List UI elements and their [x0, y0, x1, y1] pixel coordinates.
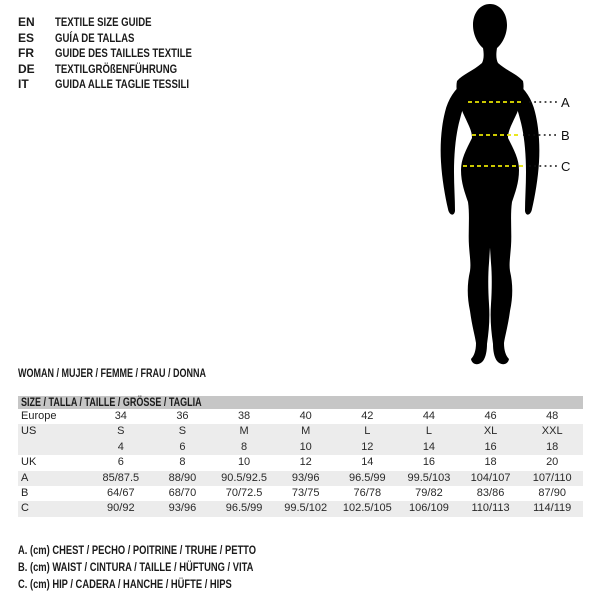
size-cell: 93/96: [168, 502, 197, 515]
language-row-fr: [18, 46, 226, 62]
section-title-text: WOMAN / MUJER / FEMME / FRAU / DONNA: [18, 366, 207, 380]
woman-silhouette-figure: [410, 0, 590, 372]
size-cell: 44: [422, 410, 436, 422]
size-table-header-text: SIZE / TALLA / TAILLE / GRÖSSE / TAGLIA: [21, 395, 202, 409]
size-cell: 106/109: [409, 502, 449, 515]
language-label: GUÍA DE TALLAS: [55, 30, 135, 45]
size-cell: 99.5/103: [407, 471, 451, 484]
language-code: DE: [18, 61, 35, 76]
size-cell: 102.5/105: [342, 502, 392, 515]
size-cell: 4: [117, 440, 124, 453]
size-cell: 36: [176, 410, 189, 422]
size-cell: 12: [361, 440, 374, 453]
measurement-legend: [18, 542, 323, 593]
size-cell: 40: [299, 410, 312, 422]
language-code: ES: [18, 30, 35, 45]
size-table-header-row: [18, 396, 583, 409]
row-label: Europe: [21, 410, 57, 422]
table-row-uk: [18, 455, 583, 470]
size-cell: M: [239, 425, 249, 438]
legend-text: C. (cm) HIP / CADERA / HANCHE / HÜFTE / HIPS: [18, 577, 232, 591]
row-label: [18, 440, 90, 455]
size-cell: 88/90: [168, 471, 197, 484]
language-code: FR: [18, 46, 34, 61]
size-table-header: [18, 396, 583, 409]
table-row-waist-b: [18, 486, 583, 501]
row-label: B: [21, 487, 29, 500]
size-cell: 70/72.5: [225, 487, 263, 500]
size-cell: 6: [179, 440, 186, 453]
size-cell: 18: [546, 440, 559, 453]
legend-text: B. (cm) WAIST / CINTURA / TAILLE / HÜFTUNG / VITA: [18, 560, 254, 574]
size-cell: 83/86: [476, 487, 505, 500]
size-cell: 114/119: [533, 502, 572, 515]
language-label: GUIDE DES TAILLES TEXTILE: [55, 46, 192, 61]
row-label: US: [21, 425, 37, 438]
size-cell: 68/70: [168, 487, 197, 500]
size-cell: 73/75: [291, 487, 320, 500]
size-cell: 79/82: [415, 487, 443, 500]
marker-letter-a: A: [561, 95, 570, 110]
silhouette-body: [456, 4, 523, 364]
table-row-chest-a: [18, 471, 583, 486]
size-cell: 42: [361, 410, 374, 422]
size-cell: 93/96: [291, 471, 320, 484]
size-cell: 8: [241, 440, 248, 453]
size-cell: 87/90: [538, 487, 566, 500]
language-code: IT: [18, 77, 29, 92]
size-cell: 12: [299, 456, 312, 469]
size-cell: 34: [114, 410, 127, 422]
size-cell: 96.5/99: [225, 502, 263, 515]
size-cell: S: [178, 425, 187, 438]
row-label: C: [21, 502, 29, 515]
size-cell: 85/87.5: [102, 471, 140, 484]
size-cell: 90.5/92.5: [221, 471, 267, 484]
size-cell: XXL: [541, 425, 563, 438]
legend-line-waist: [18, 559, 323, 576]
size-cell: 107/110: [532, 471, 572, 484]
size-table: [18, 396, 583, 517]
size-cell: 99.5/102: [284, 502, 328, 515]
size-cell: 76/78: [353, 487, 382, 500]
size-cell: M: [301, 425, 311, 438]
language-row-en: [18, 15, 226, 31]
table-row-us: [18, 424, 583, 439]
table-row-europe: [18, 409, 583, 424]
size-cell: 16: [484, 440, 497, 453]
size-cell: 64/67: [107, 487, 135, 500]
size-cell: 46: [484, 410, 497, 422]
marker-letter-b: B: [561, 128, 570, 143]
language-row-it: [18, 77, 226, 93]
size-cell: 38: [237, 410, 251, 422]
size-cell: 20: [546, 456, 559, 469]
woman-silhouette: [441, 4, 540, 364]
size-cell: L: [425, 425, 432, 438]
size-cell: 18: [484, 456, 497, 469]
language-label: TEXTILGRÖßENFÜHRUNG: [55, 61, 178, 76]
language-label: TEXTILE SIZE GUIDE: [55, 15, 152, 29]
language-row-es: [18, 31, 226, 47]
size-cell: 14: [422, 440, 436, 453]
legend-line-chest: [18, 542, 323, 559]
row-label: A: [21, 471, 29, 484]
size-cell: 90/92: [107, 502, 135, 515]
row-label: UK: [21, 456, 37, 469]
size-cell: 6: [117, 456, 124, 469]
size-cell: 110/113: [471, 502, 510, 515]
legend-line-hip: [18, 576, 323, 593]
size-cell: XL: [483, 425, 498, 438]
legend-text: A. (cm) CHEST / PECHO / POITRINE / TRUHE / PETTO: [18, 543, 257, 557]
table-row-hip-c: [18, 501, 583, 516]
size-cell: 104/107: [470, 471, 511, 484]
size-cell: 14: [361, 456, 374, 469]
language-code: EN: [18, 15, 35, 29]
marker-letter-c: C: [561, 159, 571, 174]
section-title: [18, 366, 269, 380]
size-cell: 96.5/99: [348, 471, 386, 484]
size-cell: 10: [299, 440, 312, 453]
language-title-block: [18, 15, 226, 93]
table-row-us-numeric: [18, 440, 583, 455]
size-cell: 16: [422, 456, 436, 469]
language-row-de: [18, 62, 226, 78]
size-cell: S: [117, 425, 125, 438]
size-cell: 10: [237, 456, 251, 469]
size-cell: 48: [546, 410, 559, 422]
size-cell: L: [364, 425, 371, 438]
language-label: GUIDA ALLE TAGLIE TESSILI: [55, 77, 190, 92]
size-cell: 8: [179, 456, 186, 469]
